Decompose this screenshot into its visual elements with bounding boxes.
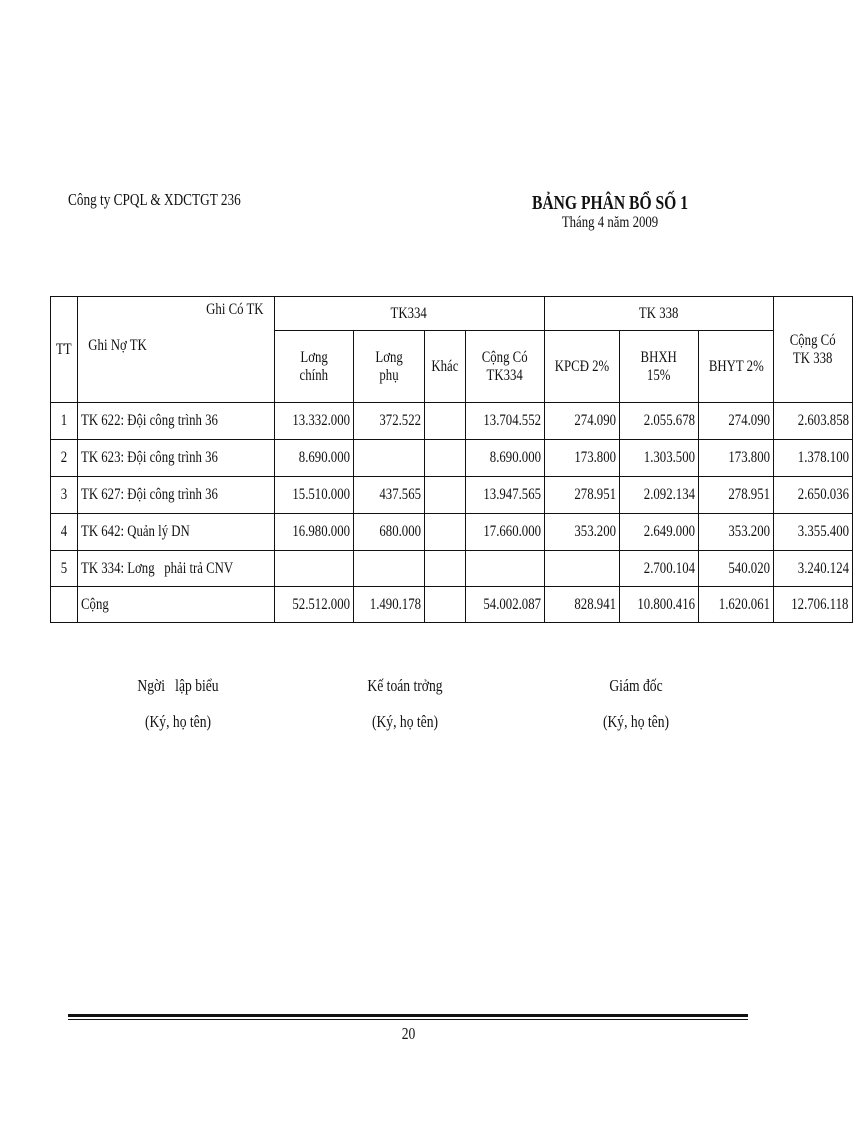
header-tk334: TK334	[274, 297, 544, 331]
page-number: 20	[401, 1024, 415, 1043]
page-title: BẢNG PHÂN BỔ SỐ 1	[531, 192, 689, 214]
header-cong-co-334: Cộng Có TK334	[465, 331, 544, 403]
table-row: 2 TK 623: Đội công trình 36 8.690.000 8.690.000 173.800 1.303.500 173.800 1.378.100	[51, 440, 853, 477]
header-kpcd: KPCĐ 2%	[544, 331, 619, 403]
signature-role: Ngời lập biểu	[137, 676, 219, 695]
corner-bottom-label: Ghi Nợ TK	[87, 337, 147, 354]
signature-note: (Ký, họ tên)	[602, 712, 670, 731]
header-bhyt: BHYT 2%	[698, 331, 774, 403]
signature-role: Kế toán trởng	[367, 676, 443, 695]
corner-top-label: Ghi Có TK	[206, 301, 264, 318]
header-tt: TT	[51, 297, 78, 403]
header-luong-chinh: Lơng chính	[274, 331, 353, 403]
footer-rule	[68, 1019, 748, 1020]
table-row: 4 TK 642: Quản lý DN 16.980.000 680.000 17.660.000 353.200 2.649.000 353.200 3.355.400	[51, 514, 853, 551]
table-row: 1 TK 622: Đội công trình 36 13.332.000 372.522 13.704.552 274.090 2.055.678 274.090 2.603.858	[51, 403, 853, 440]
table-row: 3 TK 627: Đội công trình 36 15.510.000 437.565 13.947.565 278.951 2.092.134 278.951 2.650.036	[51, 477, 853, 514]
header-corner	[77, 297, 274, 403]
allocation-table	[50, 296, 853, 623]
signature-role: Giám đốc	[609, 676, 663, 695]
header-row-1	[51, 297, 853, 331]
signature-director	[546, 668, 726, 740]
header-bhxh: BHXH 15%	[619, 331, 698, 403]
total-row: Cộng 52.512.000 1.490.178 54.002.087 828.941 10.800.416 1.620.061 12.706.118	[51, 587, 853, 623]
signature-note: (Ký, họ tên)	[144, 712, 212, 731]
signature-preparer	[88, 668, 268, 740]
footer-rule	[68, 1014, 748, 1017]
header-total-338: Cộng Có TK 338	[774, 297, 852, 403]
header-luong-phu: Lơng phụ	[353, 331, 424, 403]
page-subtitle: Tháng 4 năm 2009	[561, 214, 659, 231]
table-row: 5 TK 334: Lơng phải trả CNV 2.700.104 540.020 3.240.124	[51, 551, 853, 587]
title-block	[500, 192, 720, 232]
header-tk338: TK 338	[544, 297, 774, 331]
signature-chief-accountant	[315, 668, 495, 740]
company-name: Công ty CPQL & XDCTGT 236	[68, 190, 241, 209]
header-khac: Khác	[424, 331, 465, 403]
signature-note: (Ký, họ tên)	[371, 712, 439, 731]
